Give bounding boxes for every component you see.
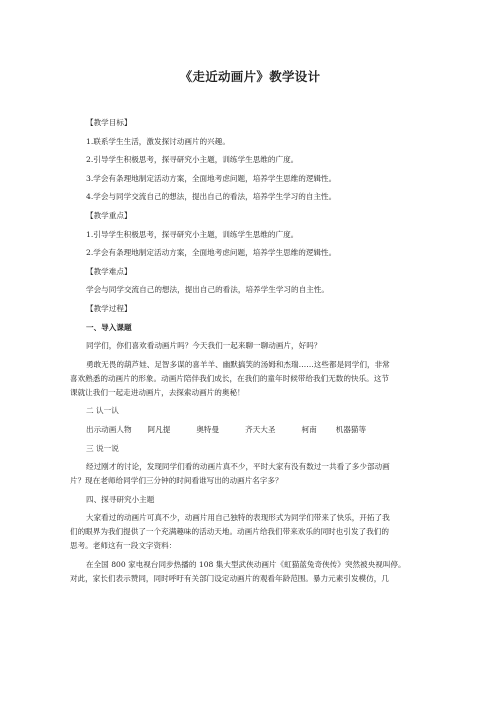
section-1-paragraph-2-line: 喜欢熟悉的动画片的形象。动画片陪伴我们成长，在我们的童年时候带给我们无数的快乐。这节: [70, 373, 389, 383]
key-point-item: 1.引导学生积极思考，探寻研究小主题，训练学生思维的广度。: [86, 229, 299, 239]
section-1-paragraph-1: 同学们，你们喜欢看动画片吗？今天我们一起来聊一聊动画片，好吗？: [86, 341, 322, 351]
section-4-paragraph-2-line: 对此，家长们表示赞同，同时呼吁有关部门设定动画片的观看年龄范围。暴力元素引发模仿，几: [70, 573, 389, 583]
section-4-paragraph-1-line: 们的眼界为我们提供了一个充满趣味的活动天地。动画片给我们带来欢乐的同时也引发了我们的: [70, 527, 389, 537]
difficulty-heading: 【教学难点】: [86, 266, 132, 276]
goal-item: 3.学会有条理地制定活动方案，全面地考虑问题，培养学生思维的逻辑性。: [86, 173, 337, 183]
character-name: 机器猫等: [335, 424, 367, 434]
goal-item: 1.联系学生生活，激发探讨动画片的兴趣。: [86, 136, 230, 146]
character-name: 齐天大圣: [245, 424, 276, 434]
character-name: 奥特曼: [196, 424, 220, 434]
section-4-paragraph-2-line: 在全国 800 家电视台同步热播的 108 集大型武侠动画片《虹猫蓝兔奇侠传》突然被央视叫停。: [86, 559, 406, 569]
process-heading: 【教学过程】: [86, 303, 132, 313]
character-name: 阿凡提: [147, 424, 171, 434]
section-1-paragraph-2-line: 勇敢无畏的葫芦娃、足智多谋的喜羊羊、幽默搞笑的汤姆和杰瑞……这些都是同学们，非常: [86, 359, 390, 369]
section-3-title: 三 说一说: [86, 443, 119, 453]
goals-heading: 【教学目标】: [86, 118, 132, 127]
key-point-item: 2.学会有条理地制定活动方案，全面地考虑问题，培养学生思维的逻辑性。: [86, 248, 337, 258]
section-1-paragraph-2-line: 课就让我们一起走进动画片，去探索动画片的奥秘！: [70, 387, 245, 397]
section-4-title: 四、探寻研究小主题: [86, 494, 155, 504]
document-title: 《走近动画片》教学设计: [179, 69, 321, 84]
difficulty-text: 学会与同学交流自己的想法，提出自己的看法，培养学生学习的自主性。: [86, 285, 329, 295]
section-3-paragraph-line: 片？现在老师给同学们三分钟的时间看谁写出的动画片名字多？: [70, 476, 283, 486]
goal-item: 4.学会与同学交流自己的想法，提出自己的看法，培养学生学习的自主性。: [86, 192, 337, 202]
section-1-title: 一、导入课题: [86, 322, 132, 332]
section-2-title: 二 认一认: [86, 406, 119, 416]
key-points-heading: 【教学重点】: [86, 210, 132, 220]
character-name: 柯南: [301, 424, 317, 434]
section-4-paragraph-1-line: 思考。老师这有一段文字资料：: [70, 541, 177, 551]
section-3-paragraph-line: 经过刚才的讨论，发现同学们看的动画片真不少，平时大家有没有数过一共看了多少部动画: [86, 462, 390, 472]
document-body: [70, 118, 440, 592]
goal-item: 2.引导学生积极思考，探寻研究小主题，训练学生思维的广度。: [86, 155, 299, 165]
character-list: [70, 425, 440, 435]
character-list-lead: 出示动画人物: [86, 424, 132, 434]
section-4-paragraph-1-line: 大家看过的动画片可真不少，动画片用自己独特的表现形式为同学们带来了快乐，开拓了我: [86, 513, 390, 523]
